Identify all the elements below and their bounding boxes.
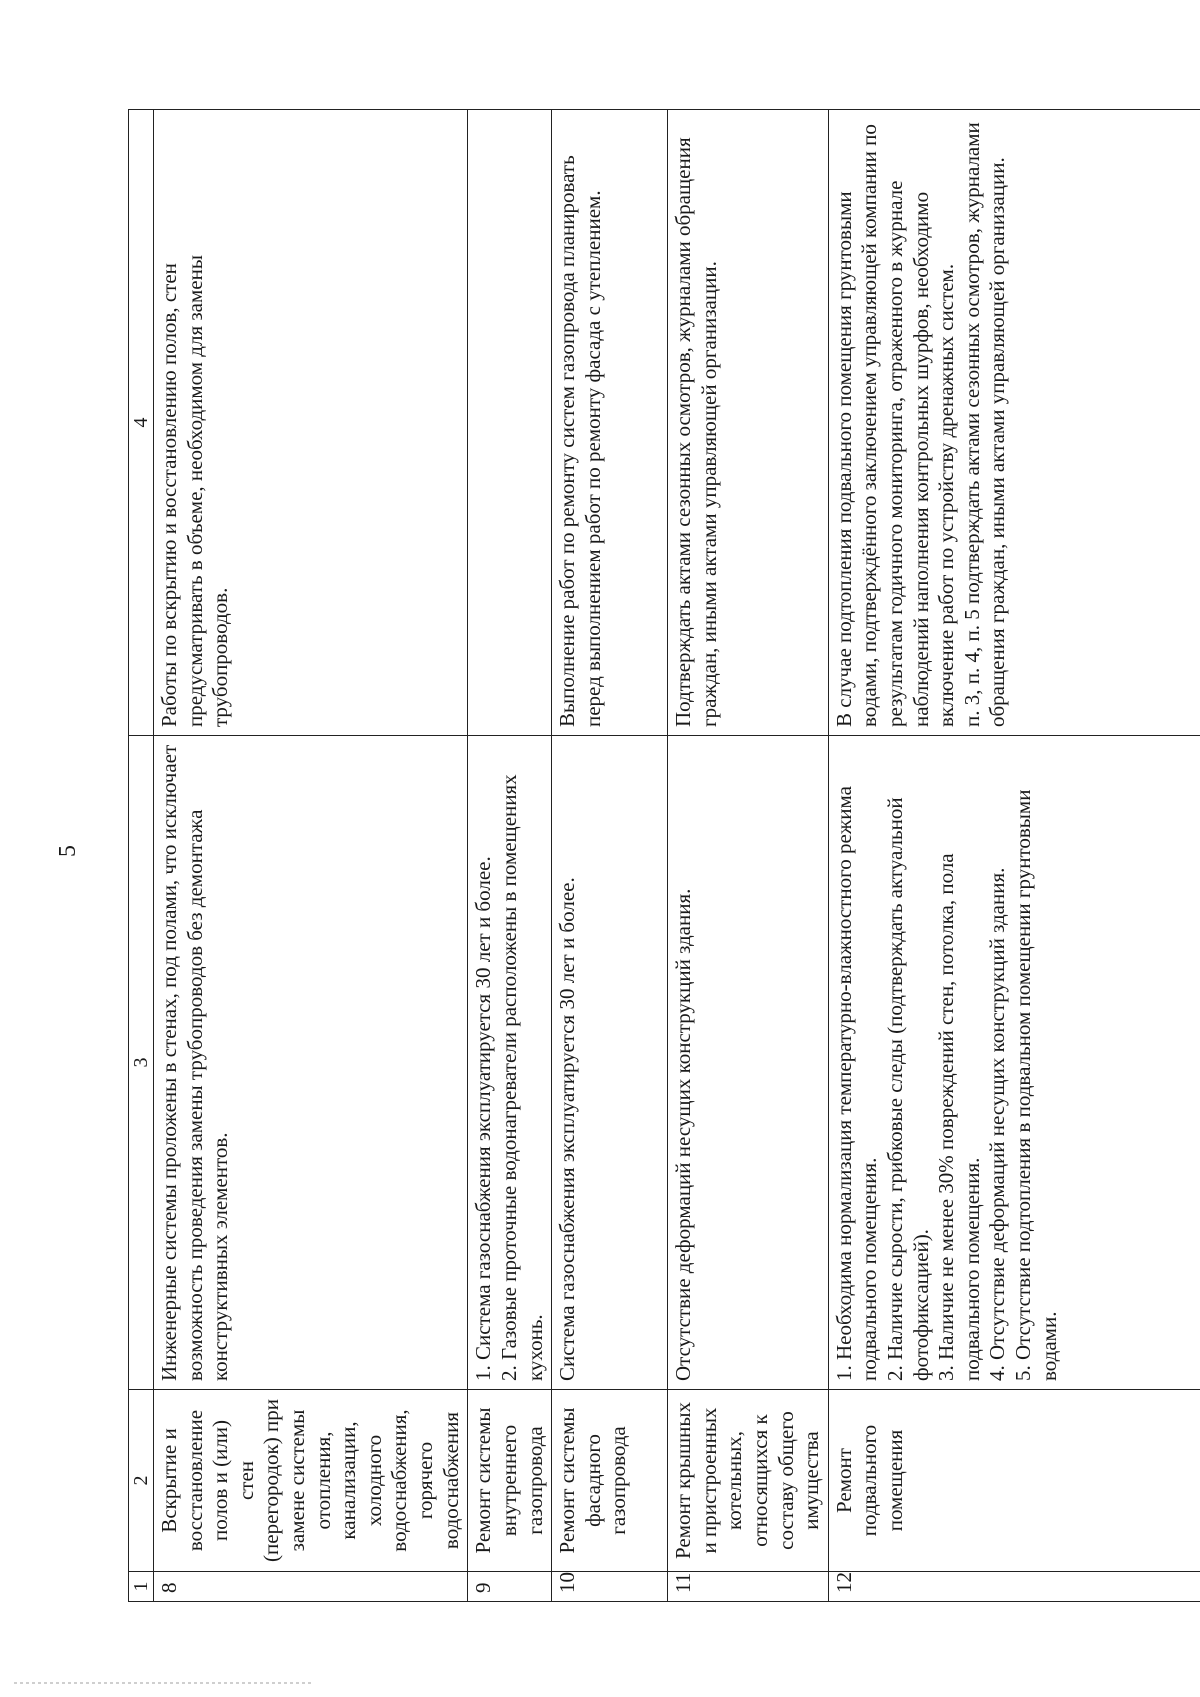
conditions-cell [154, 736, 468, 1390]
requirements-table [128, 109, 1200, 1602]
table-row [828, 110, 1200, 1602]
condition-line: 1. Система газоснабжения эксплуатируется 30 лет и более. [471, 856, 496, 1381]
table-row [468, 110, 552, 1602]
notes-cell [828, 110, 1200, 736]
notes-cell [552, 110, 668, 736]
condition-line: 5. Отсутствие подтопления в подвальном помещении грунтовыми водами. [1011, 789, 1061, 1381]
condition-line: 1. Необходима нормализация температурно-влажностного режима подвального помещения. [831, 786, 882, 1381]
note-line: Выполнение работ по ремонту систем газопровода планировать перед выполнением работ по ремонту фасада с утеплением. [555, 155, 605, 727]
row-number: 9 [468, 1572, 552, 1602]
header-cell-1: 1 [129, 1572, 154, 1602]
condition-line: 2. Наличие сырости, грибковые следы (подтверждать актуальной фотофиксацией). [883, 797, 933, 1381]
condition-line: 3. Наличие не менее 30% повреждений стен, потолка, пола подвального помещения. [934, 853, 984, 1381]
rotated-table-container [128, 110, 1088, 1602]
header-cell-3: 3 [129, 736, 154, 1390]
work-name: Вскрытие и восстановление полов и (или) стен (перегородок) при замене системы отопления, канализации, холодного водоснабжения, горячего водоснабжения [154, 1390, 468, 1572]
notes-cell [154, 110, 468, 736]
page-number: 5 [55, 845, 81, 857]
note-line: п. 3, п. 4, п. 5 подтверждать актами сезонных осмотров, журналами обращения граждан, иными актами управляющей организации. [959, 122, 1010, 727]
row-number: 10 [552, 1572, 668, 1602]
conditions-cell [468, 736, 552, 1390]
condition-line: 4. Отсутствие деформаций несущих конструкций здания. [985, 867, 1010, 1381]
note-line: В случае подтопления подвального помещения грунтовыми водами, подтверждённого заключением управляющей компании по результатам годичного мониторинга, отраженного в журнале наблюдений наполнения контрольных шурфов, необходимо включение работ по устройству дренажных систем. [831, 124, 959, 727]
work-name: Ремонт системы фасадного газопровода [552, 1390, 668, 1572]
work-name: Ремонт крышных и пристроенных котельных, относящихся к составу общего имущества [668, 1390, 829, 1572]
header-cell-2: 2 [129, 1390, 154, 1572]
table-row [154, 110, 468, 1602]
conditions-cell [828, 736, 1200, 1390]
notes-cell [668, 110, 829, 736]
conditions-cell [552, 736, 668, 1390]
scan-artifact-line [14, 1682, 314, 1684]
work-name: Ремонт системы внутреннего газопровода [468, 1390, 552, 1572]
note-line: Работы по вскрытию и восстановлению полов, стен предусматривать в объеме, необходимом для замены трубопроводов. [157, 255, 233, 727]
work-name: Ремонт подвального помещения [828, 1390, 1200, 1572]
row-number: 11 [668, 1572, 829, 1602]
table-row [552, 110, 668, 1602]
condition-line: Отсутствие деформаций несущих конструкций здания. [671, 888, 696, 1381]
condition-line: Система газоснабжения эксплуатируется 30 лет и более. [555, 877, 580, 1381]
notes-cell [468, 110, 552, 736]
condition-line: Инженерные системы проложены в стенах, под полами, что исключает возможность проведения замены трубопроводов без демонтажа конструктивных элементов. [157, 744, 233, 1381]
table-row [668, 110, 829, 1602]
row-number: 12 [828, 1572, 1200, 1602]
conditions-cell [668, 736, 829, 1390]
header-row [129, 110, 154, 1602]
note-line: Подтверждать актами сезонных осмотров, журналами обращения граждан, иными актами управляющей организации. [671, 137, 721, 727]
row-number: 8 [154, 1572, 468, 1602]
condition-line: 2. Газовые проточные водонагреватели расположены в помещениях кухонь. [496, 774, 547, 1381]
header-cell-4: 4 [129, 110, 154, 736]
